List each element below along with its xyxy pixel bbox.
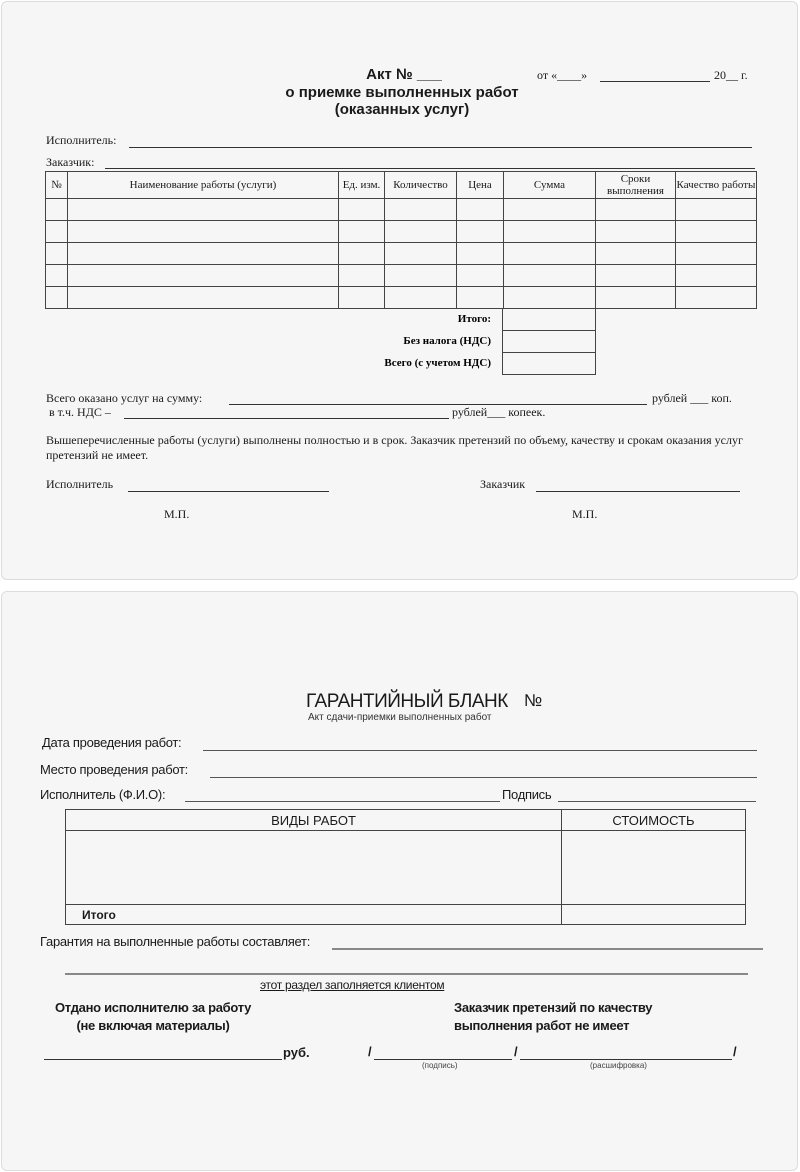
col-header-price: Цена — [457, 172, 504, 199]
stamp-left: М.П. — [164, 507, 190, 521]
warranty-title: ГАРАНТИЙНЫЙ БЛАНК — [306, 691, 508, 712]
work-date-field[interactable] — [203, 750, 757, 751]
slash-1: / — [368, 1044, 372, 1059]
work-place-field[interactable] — [210, 777, 757, 778]
col-header-quality: Качество работы — [676, 172, 757, 199]
warranty-works-table — [65, 809, 746, 925]
cell-quantity[interactable] — [385, 221, 457, 243]
paid-amount-field[interactable] — [44, 1059, 282, 1060]
cell-sum[interactable] — [504, 265, 596, 287]
cell-sum[interactable] — [504, 199, 596, 221]
act-title-line3: (оказанных услуг) — [334, 101, 470, 118]
cell-price[interactable] — [457, 287, 504, 309]
sign-customer-label: Заказчик — [480, 477, 526, 491]
no-claims-line2: выполнения работ не имеет — [454, 1018, 630, 1033]
cell-number[interactable] — [46, 221, 68, 243]
cell-number[interactable] — [46, 287, 68, 309]
cell-deadline[interactable] — [596, 221, 676, 243]
col-header-deadline: Сроки выполнения — [596, 172, 676, 199]
act-date-year: 20__ г. — [714, 68, 748, 82]
cell-name[interactable] — [68, 265, 339, 287]
cell-quality[interactable] — [676, 243, 757, 265]
no-claims-line1: Заказчик претензий по качеству — [454, 1000, 653, 1015]
cell-price[interactable] — [457, 199, 504, 221]
act-date-month-field[interactable] — [600, 81, 710, 82]
work-place-label: Место проведения работ: — [40, 762, 188, 777]
vat-label: в т.ч. НДС – — [49, 405, 111, 419]
table-row — [46, 199, 757, 221]
sum-label: Всего оказано услуг на сумму: — [46, 391, 203, 405]
cell-number[interactable] — [46, 199, 68, 221]
total-label: Итого: — [457, 313, 491, 325]
cell-quality[interactable] — [676, 287, 757, 309]
signature-label: Подпись — [502, 787, 552, 802]
cell-unit[interactable] — [339, 243, 385, 265]
table-row — [46, 221, 757, 243]
cell-sum[interactable] — [504, 221, 596, 243]
act-form-card — [1, 1, 798, 580]
signature-field[interactable] — [558, 801, 756, 802]
act-statement: Вышеперечисленные работы (услуги) выполнены полностью и в срок. Заказчик претензий по объему, качеству и срокам оказания услуг претензий не имеет. — [46, 433, 743, 462]
guarantee-field[interactable] — [332, 948, 763, 950]
cell-deadline[interactable] — [596, 199, 676, 221]
act-title-line2: о приемке выполненных работ — [285, 84, 519, 101]
rub-label: руб. — [283, 1045, 310, 1060]
cell-deadline[interactable] — [596, 243, 676, 265]
table-row — [66, 831, 746, 905]
total-without-vat-label: Без налога (НДС) — [403, 335, 491, 347]
cell-name[interactable] — [68, 199, 339, 221]
paid-line2: (не включая материалы) — [76, 1018, 230, 1033]
col-header-work-types: ВИДЫ РАБОТ — [66, 810, 562, 831]
warranty-number-sign: № — [524, 691, 542, 710]
work-types-cell[interactable] — [66, 831, 562, 905]
cell-quantity[interactable] — [385, 265, 457, 287]
cell-name[interactable] — [68, 243, 339, 265]
total-without-vat-value[interactable] — [503, 331, 596, 353]
total-label: Итого — [66, 905, 562, 925]
act-table-header-row — [46, 172, 757, 199]
cell-quality[interactable] — [676, 199, 757, 221]
sign-executor-label: Исполнитель — [46, 477, 114, 491]
col-header-cost: СТОИМОСТЬ — [562, 810, 746, 831]
cell-sum[interactable] — [504, 287, 596, 309]
cell-name[interactable] — [68, 287, 339, 309]
cell-quality[interactable] — [676, 265, 757, 287]
customer-signature-field[interactable] — [374, 1059, 512, 1060]
slash-2: / — [514, 1044, 518, 1059]
vat-field[interactable] — [124, 418, 449, 419]
total-cost-cell[interactable] — [562, 905, 746, 925]
cell-deadline[interactable] — [596, 265, 676, 287]
cell-unit[interactable] — [339, 221, 385, 243]
cell-unit[interactable] — [339, 265, 385, 287]
cost-cell[interactable] — [562, 831, 746, 905]
act-executor-label: Исполнитель: — [46, 133, 117, 147]
act-totals-table — [502, 308, 596, 375]
cell-price[interactable] — [457, 221, 504, 243]
cell-quality[interactable] — [676, 221, 757, 243]
cell-unit[interactable] — [339, 287, 385, 309]
cell-price[interactable] — [457, 265, 504, 287]
total-value[interactable] — [503, 309, 596, 331]
act-customer-label: Заказчик: — [46, 155, 95, 169]
warranty-executor-label: Исполнитель (Ф.И.О): — [40, 787, 166, 802]
cell-price[interactable] — [457, 243, 504, 265]
table-row — [46, 243, 757, 265]
col-header-number: № — [46, 172, 68, 199]
act-works-table — [45, 171, 757, 309]
cell-name[interactable] — [68, 221, 339, 243]
caption-decoding: (расшифровка) — [590, 1061, 647, 1070]
col-header-name: Наименование работы (услуги) — [68, 172, 339, 199]
act-customer-field[interactable] — [105, 168, 755, 169]
cell-number[interactable] — [46, 265, 68, 287]
cell-sum[interactable] — [504, 243, 596, 265]
act-date-day: от «____» — [537, 68, 588, 82]
guarantee-label: Гарантия на выполненные работы составляет: — [40, 934, 311, 949]
total-with-vat-label: Всего (с учетом НДС) — [384, 357, 491, 369]
warranty-table-header — [66, 810, 746, 831]
warranty-subtitle: Акт сдачи-приемки выполненных работ — [308, 712, 492, 723]
cell-quantity[interactable] — [385, 287, 457, 309]
stamp-right: М.П. — [572, 507, 598, 521]
caption-signature: (подпись) — [422, 1061, 458, 1070]
customer-decoding-field[interactable] — [520, 1059, 732, 1060]
col-header-quantity: Количество — [385, 172, 457, 199]
col-header-unit: Ед. изм. — [339, 172, 385, 199]
warranty-form-card — [1, 591, 798, 1171]
sign-executor-field[interactable] — [128, 491, 329, 492]
work-date-label: Дата проведения работ: — [42, 735, 182, 750]
sum-rub-label: рублей ___ коп. — [652, 391, 732, 405]
warranty-executor-field[interactable] — [185, 801, 500, 802]
slash-3: / — [733, 1044, 737, 1059]
vat-rub-label: рублей___ копеек. — [452, 405, 546, 419]
client-section-divider — [65, 973, 748, 975]
cell-quantity[interactable] — [385, 243, 457, 265]
cell-quantity[interactable] — [385, 199, 457, 221]
sum-field[interactable] — [229, 404, 647, 405]
client-section-note: этот раздел заполняется клиентом — [260, 978, 445, 992]
table-row — [46, 287, 757, 309]
act-title-number: Акт № ___ — [366, 66, 442, 83]
table-row — [46, 265, 757, 287]
table-row-total — [66, 905, 746, 925]
cell-deadline[interactable] — [596, 287, 676, 309]
col-header-sum: Сумма — [504, 172, 596, 199]
paid-line1: Отдано исполнителю за работу — [54, 1000, 252, 1015]
sign-customer-field[interactable] — [536, 491, 740, 492]
total-with-vat-value[interactable] — [503, 353, 596, 375]
act-executor-field[interactable] — [129, 147, 752, 148]
cell-unit[interactable] — [339, 199, 385, 221]
cell-number[interactable] — [46, 243, 68, 265]
